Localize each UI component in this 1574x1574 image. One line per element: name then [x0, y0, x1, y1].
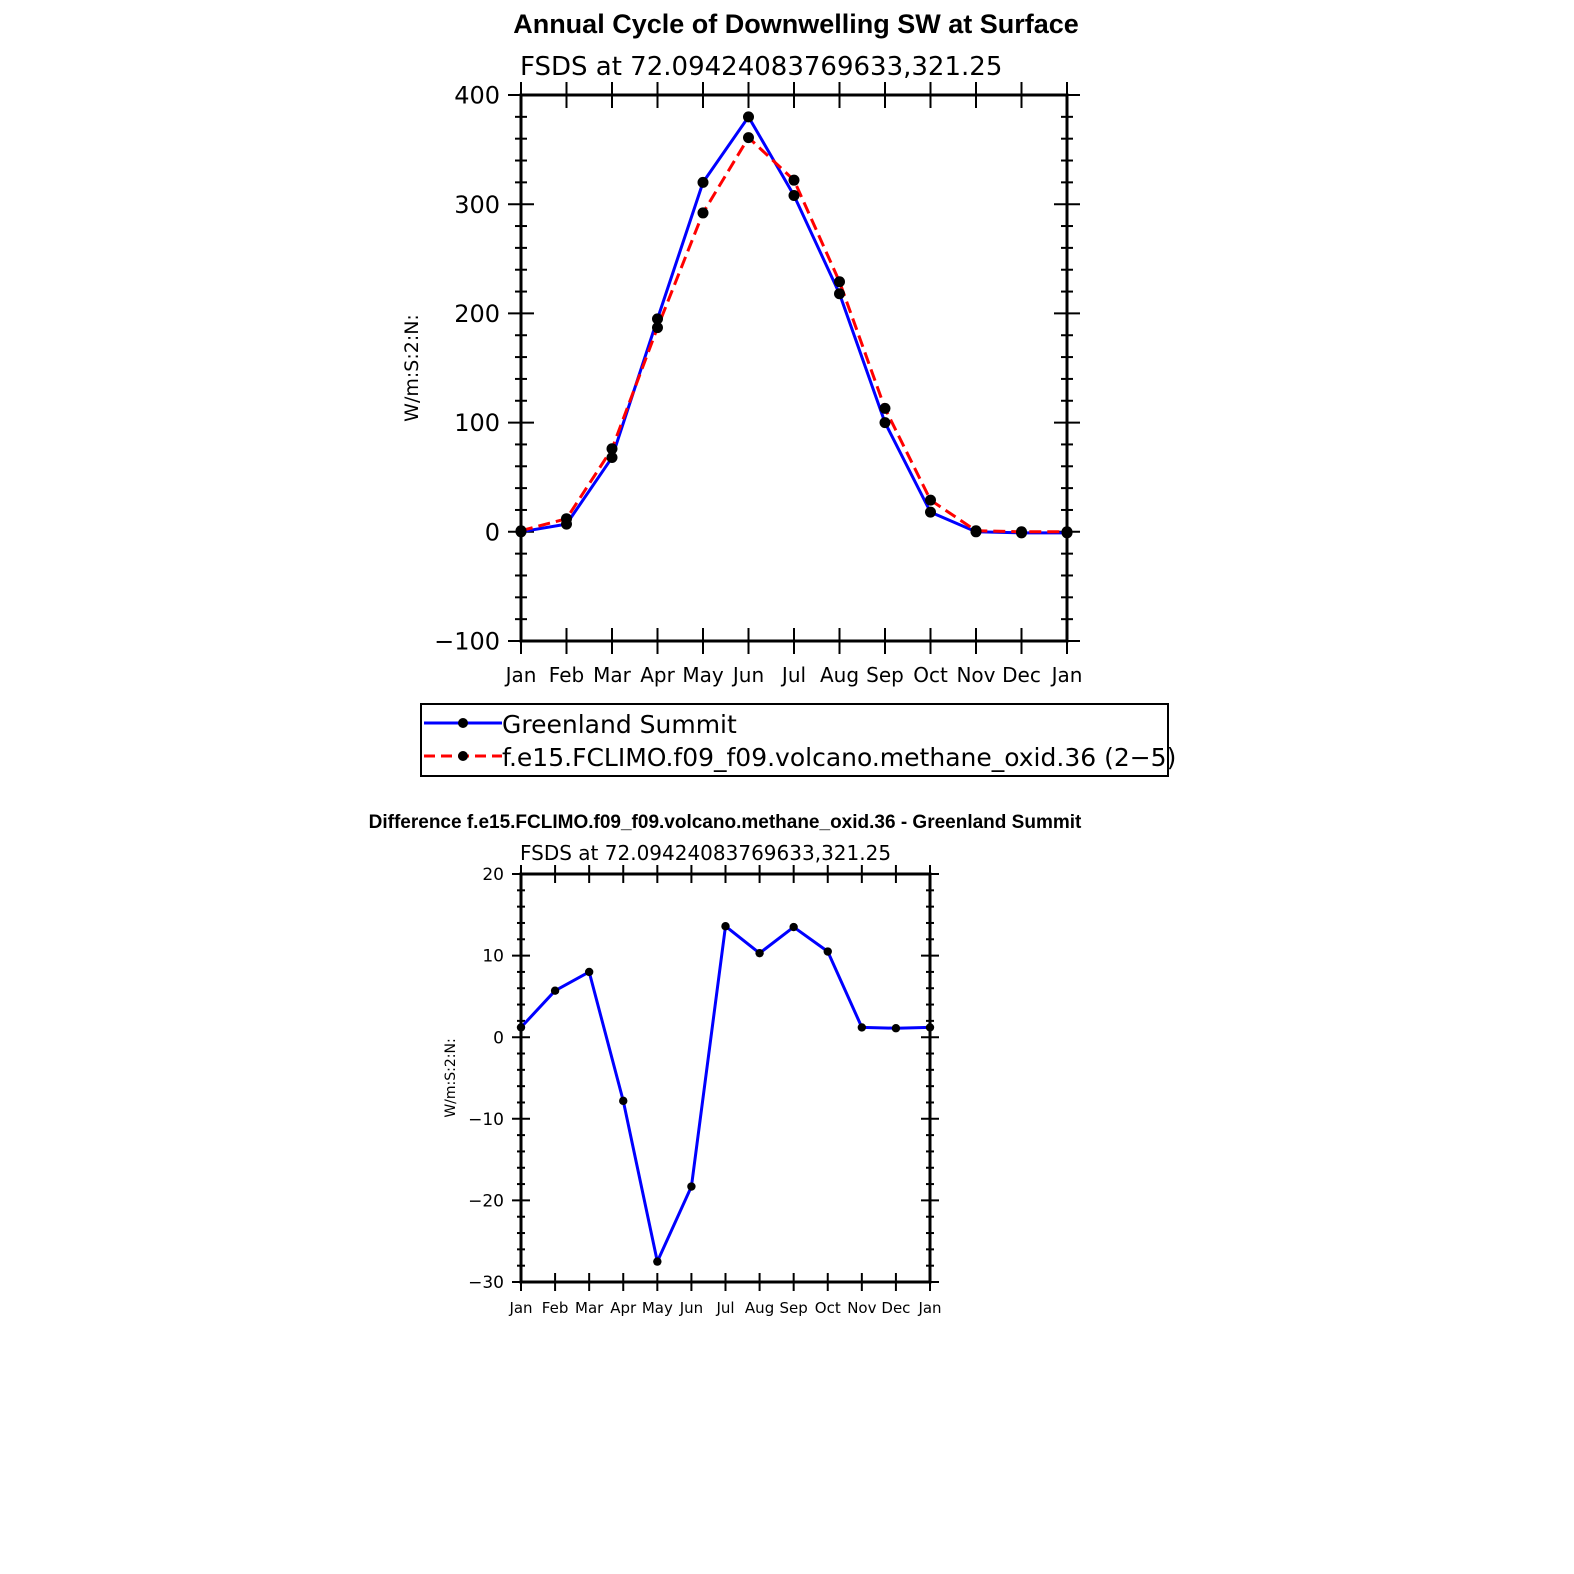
x-tick-label: Feb: [541, 1299, 569, 1317]
data-point-s1: [834, 276, 845, 287]
chart1-y-axis-label: W/m:S:2:N:: [401, 314, 423, 422]
data-point-s1: [925, 495, 936, 506]
data-point-s1: [698, 207, 709, 218]
x-tick-label: Jan: [1051, 663, 1083, 687]
data-point-s0: [892, 1024, 900, 1032]
x-tick-label: Apr: [640, 663, 675, 687]
data-point-s0: [880, 417, 891, 428]
x-tick-label: Jan: [509, 1299, 533, 1317]
y-tick-label: 0: [484, 518, 500, 547]
data-point-s1: [561, 513, 572, 524]
difference-chart: [369, 812, 1082, 1317]
x-tick-label: Feb: [548, 663, 585, 687]
y-tick-label: −10: [468, 1109, 504, 1130]
y-tick-label: 20: [482, 865, 504, 886]
data-point-s0: [789, 190, 800, 201]
x-tick-label: Aug: [744, 1299, 775, 1317]
y-tick-label: 10: [482, 946, 504, 967]
data-point-s1: [743, 132, 754, 143]
y-tick-label: −100: [434, 627, 500, 656]
annual-cycle-chart: [401, 9, 1082, 687]
chart2-subtitle: FSDS at 72.09424083769633,321.25: [520, 841, 892, 865]
x-tick-label: Oct: [814, 1299, 841, 1317]
x-tick-label: Jan: [918, 1299, 942, 1317]
chart1-title: Annual Cycle of Downwelling SW at Surface: [513, 9, 1079, 39]
legend-marker-model: [458, 751, 468, 761]
x-tick-label: Dec: [1002, 663, 1041, 687]
data-point-s0: [687, 1182, 695, 1190]
data-point-s0: [858, 1023, 866, 1031]
data-point-s1: [652, 322, 663, 333]
data-point-s0: [653, 1257, 661, 1265]
data-point-s0: [834, 288, 845, 299]
x-tick-label: Apr: [610, 1299, 637, 1317]
x-tick-label: Jul: [716, 1299, 735, 1317]
data-point-s0: [925, 507, 936, 518]
data-point-s1: [1016, 526, 1027, 537]
y-tick-label: 0: [493, 1028, 504, 1049]
chart2-title: Difference f.e15.FCLIMO.f09_f09.volcano.methane_oxid.36 - Greenland Summit: [368, 812, 1082, 833]
x-tick-label: Sep: [866, 663, 904, 687]
chart1-subtitle: FSDS at 72.09424083769633,321.25: [520, 52, 1003, 82]
data-point-s0: [698, 177, 709, 188]
x-tick-label: Sep: [779, 1299, 808, 1317]
y-tick-label: 400: [454, 81, 500, 110]
data-point-s1: [789, 175, 800, 186]
legend-label-greenland-summit: Greenland Summit: [502, 710, 737, 739]
chart2-y-axis-label: W/m:S:2:N:: [443, 1038, 459, 1118]
data-point-s0: [789, 923, 797, 931]
x-tick-label: Jun: [679, 1299, 704, 1317]
legend-label-model: f.e15.FCLIMO.f09_f09.volcano.methane_oxid.36 (2−5): [502, 743, 1177, 772]
x-tick-label: Mar: [575, 1299, 604, 1317]
data-point-s1: [607, 443, 618, 454]
y-tick-label: 300: [454, 190, 500, 219]
x-tick-label: Mar: [593, 663, 631, 687]
data-point-s0: [755, 949, 763, 957]
x-tick-label: May: [682, 663, 724, 687]
chart1-legend: [421, 704, 1176, 776]
data-point-s0: [721, 922, 729, 930]
data-point-s0: [619, 1097, 627, 1105]
x-tick-label: Jul: [781, 663, 807, 687]
y-tick-label: −20: [468, 1191, 504, 1212]
data-point-s0: [551, 986, 559, 994]
data-point-s0: [743, 111, 754, 122]
y-tick-label: 100: [454, 409, 500, 438]
data-point-s1: [971, 525, 982, 536]
series-line-0: [521, 926, 930, 1261]
data-point-s1: [880, 403, 891, 414]
x-tick-label: Jun: [732, 663, 765, 687]
data-point-s0: [585, 968, 593, 976]
legend-marker-greenland-summit: [458, 718, 468, 728]
x-tick-label: May: [641, 1299, 673, 1317]
data-point-s0: [824, 947, 832, 955]
y-tick-label: 200: [454, 300, 500, 329]
x-tick-label: Jan: [505, 663, 537, 687]
y-tick-label: −30: [468, 1273, 504, 1294]
x-tick-label: Nov: [956, 663, 996, 687]
x-tick-label: Aug: [819, 663, 860, 687]
x-tick-label: Oct: [913, 663, 948, 687]
x-tick-label: Dec: [881, 1299, 911, 1317]
x-tick-label: Nov: [847, 1299, 877, 1317]
